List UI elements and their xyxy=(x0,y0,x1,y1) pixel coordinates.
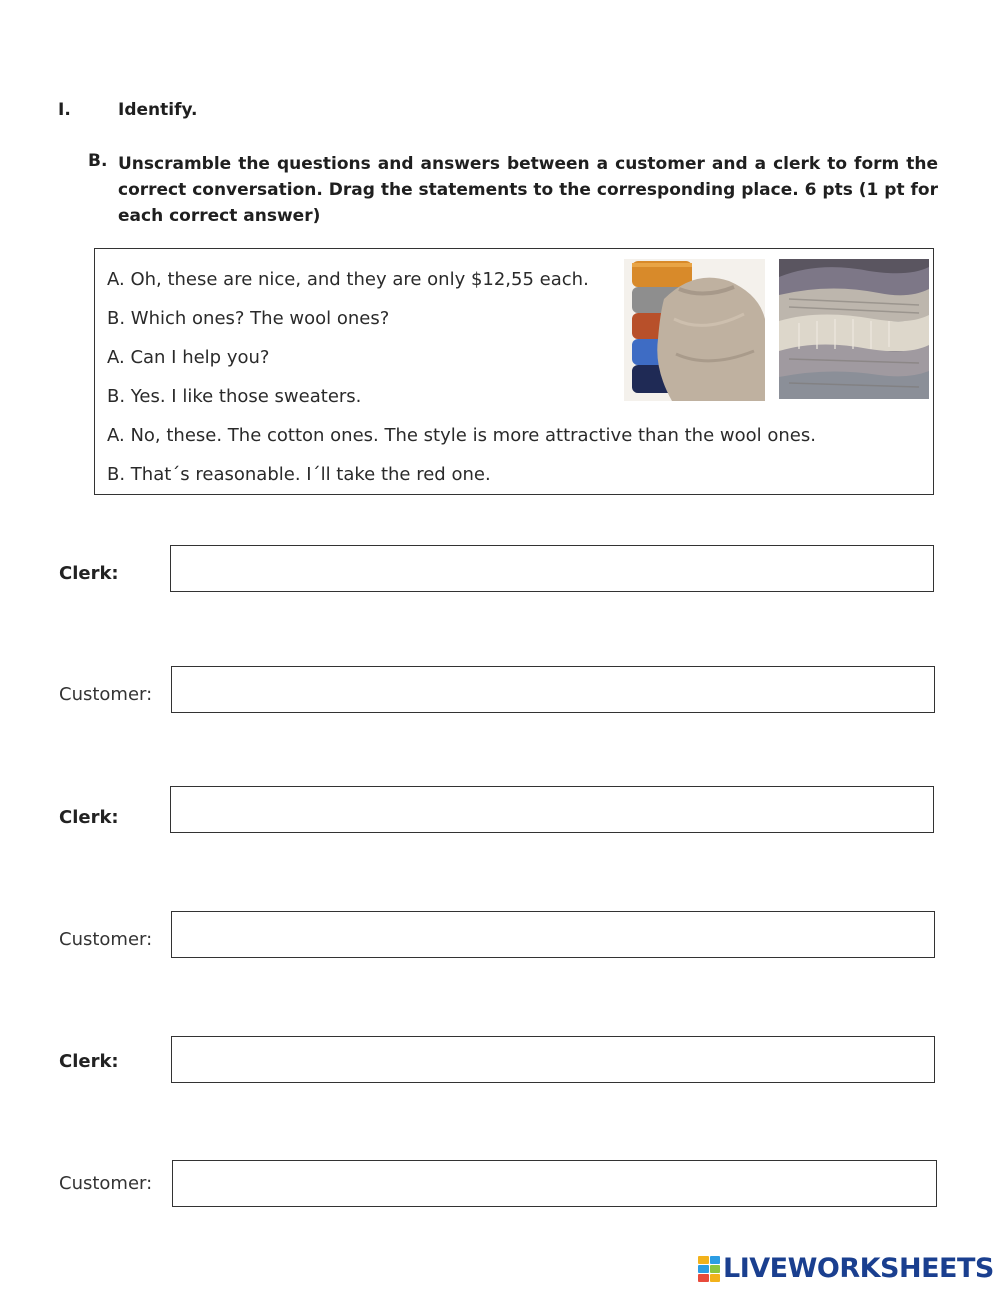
section-title: Identify. xyxy=(118,100,198,120)
statement-3[interactable]: A. Can I help you? xyxy=(107,347,270,368)
liveworksheets-logo[interactable] xyxy=(698,1253,994,1284)
answer-drop-zone-4[interactable] xyxy=(171,911,935,958)
brand-name: LIVEWORKSHEETS xyxy=(723,1253,994,1284)
statements-box xyxy=(94,248,934,495)
answer-drop-zone-1[interactable] xyxy=(170,545,934,592)
role-label-clerk-2: Clerk: xyxy=(59,807,119,828)
instruction-text: Unscramble the questions and answers between a customer and a clerk to form the correct conversation. Drag the statements to the corresponding place. 6 pts (1 pt for each correct answer) xyxy=(118,154,938,226)
statement-6[interactable]: B. That´s reasonable. I´ll take the red one. xyxy=(107,464,491,485)
colorful-sweaters-stack-image xyxy=(624,259,765,401)
answer-drop-zone-3[interactable] xyxy=(170,786,934,833)
role-label-customer-2: Customer: xyxy=(59,929,153,950)
answer-drop-zone-2[interactable] xyxy=(171,666,935,713)
role-label-clerk-3: Clerk: xyxy=(59,1051,119,1072)
role-label-customer-3: Customer: xyxy=(59,1173,153,1194)
liveworksheets-logo-icon xyxy=(698,1256,720,1282)
statement-1[interactable]: A. Oh, these are nice, and they are only $12,55 each. xyxy=(107,269,589,290)
role-label-customer-1: Customer: xyxy=(59,684,153,705)
role-label-clerk-1: Clerk: xyxy=(59,563,119,584)
statement-5[interactable]: A. No, these. The cotton ones. The style is more attractive than the wool ones. xyxy=(107,425,816,446)
answer-drop-zone-5[interactable] xyxy=(171,1036,935,1083)
statement-4[interactable]: B. Yes. I like those sweaters. xyxy=(107,386,362,407)
statement-2[interactable]: B. Which ones? The wool ones? xyxy=(107,308,390,329)
answer-drop-zone-6[interactable] xyxy=(172,1160,937,1207)
instruction-letter: B. xyxy=(88,151,108,171)
section-number: I. xyxy=(58,100,71,120)
knit-sweaters-stack-image xyxy=(779,259,929,399)
